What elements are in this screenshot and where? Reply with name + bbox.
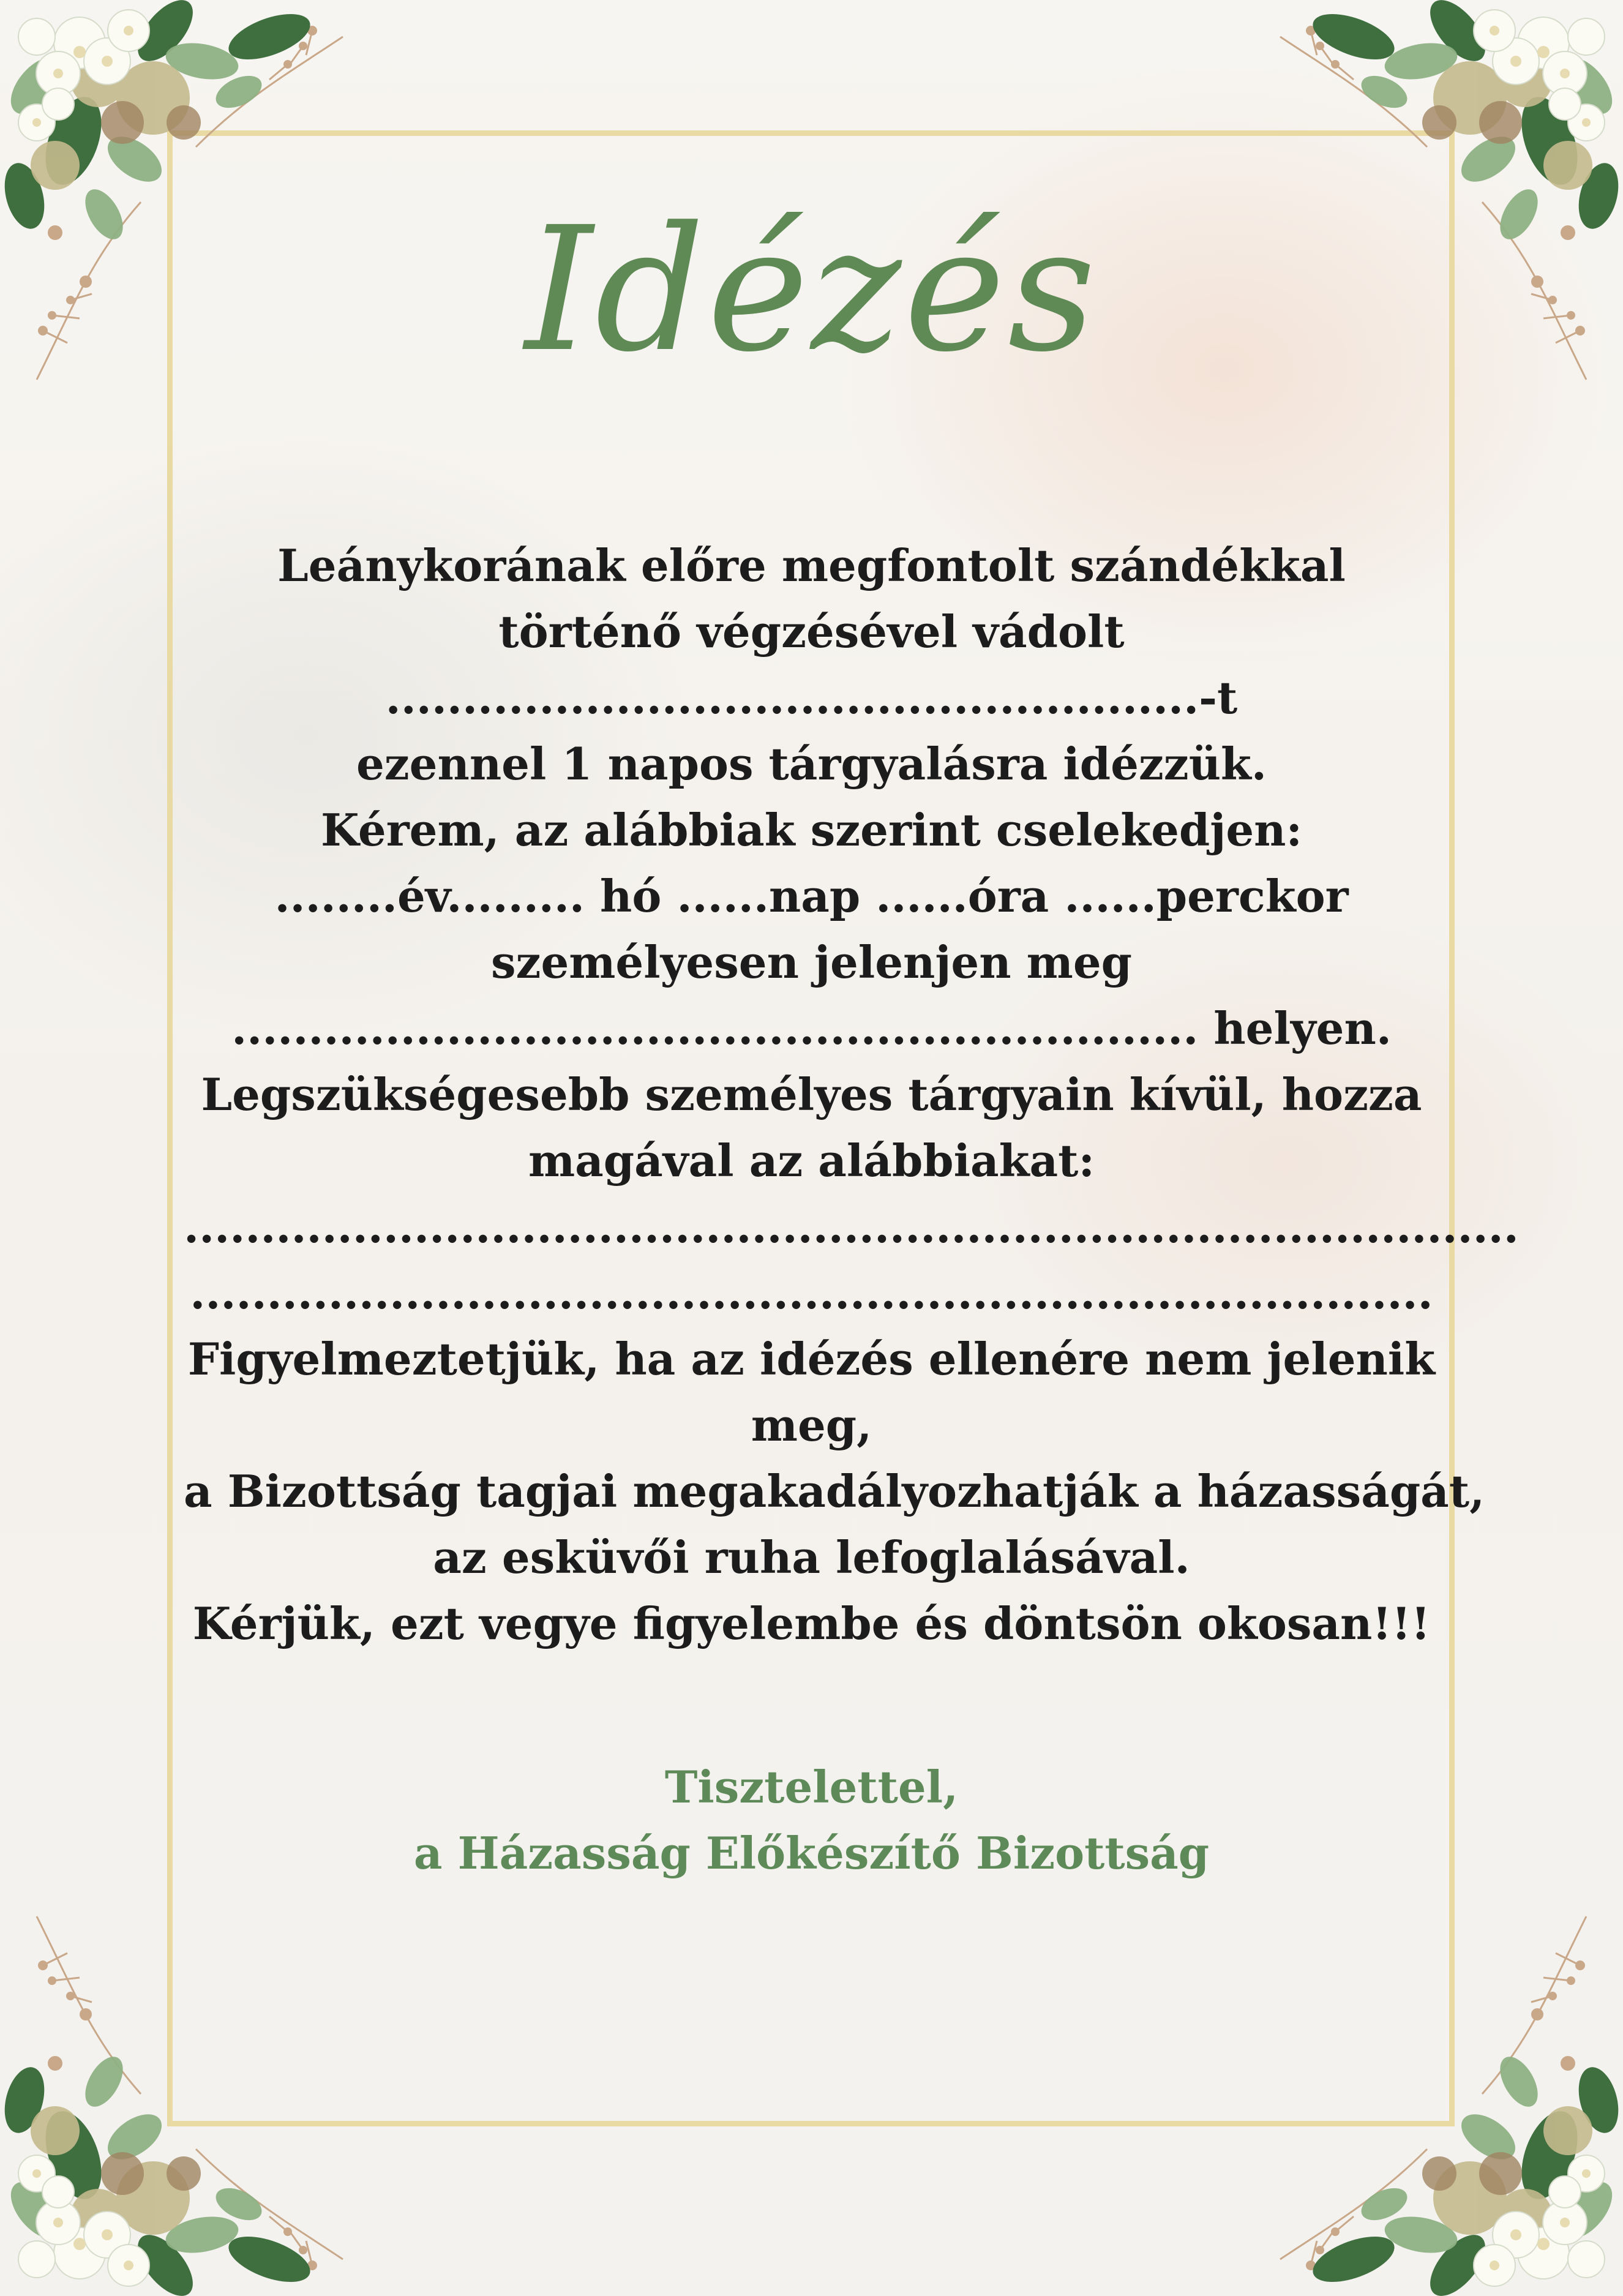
closing-signature	[0, 1754, 1623, 1886]
body-line: ezennel 1 napos tárgyalásra idézzük.	[356, 738, 1267, 790]
body-line: történő végzésével vádolt	[498, 606, 1125, 658]
page-title: Idézés	[525, 190, 1098, 390]
floral-icon	[1231, 1904, 1623, 2296]
body-line: Kérjük, ezt vegye figyelembe és döntsön okosan!!!	[192, 1597, 1431, 1649]
floral-decoration-bottom-left	[0, 1904, 392, 2296]
body-line: Leánykorának előre megfontolt szándékkal	[277, 539, 1346, 591]
summons-body	[184, 533, 1519, 1657]
body-line: Kérem, az alábbiak szerint cselekedjen:	[320, 804, 1303, 856]
body-line: magával az alábbiakat:	[528, 1135, 1095, 1187]
body-line: a Bizottság tagjai megakadályozhatják a házasságát,	[184, 1465, 1485, 1517]
floral-icon	[0, 1904, 392, 2296]
closing-greeting: Tisztelettel,	[664, 1761, 959, 1813]
closing-signature-line: a Házasság Előkészítő Bizottság	[413, 1827, 1210, 1879]
items-blank-line: .................................................................................	[190, 1267, 1433, 1319]
floral-decoration-bottom-right	[1231, 1904, 1623, 2296]
body-line: Legszükségesebb személyes tárgyain kívül, hozza	[201, 1068, 1422, 1120]
date-blank-line: ........év......... hó ......nap ......óra ......perckor	[274, 870, 1349, 922]
place-blank-line: ............................................................... helyen.	[231, 1002, 1392, 1054]
body-line: az esküvői ruha lefoglalásával.	[433, 1531, 1190, 1583]
items-blank-line: .......................................................................................	[184, 1201, 1519, 1253]
body-line: személyesen jelenjen meg	[491, 936, 1132, 988]
name-blank-line: .....................................................-t	[385, 672, 1238, 724]
body-line: Figyelmeztetjük, ha az idézés ellenére nem jelenik meg,	[187, 1333, 1436, 1451]
